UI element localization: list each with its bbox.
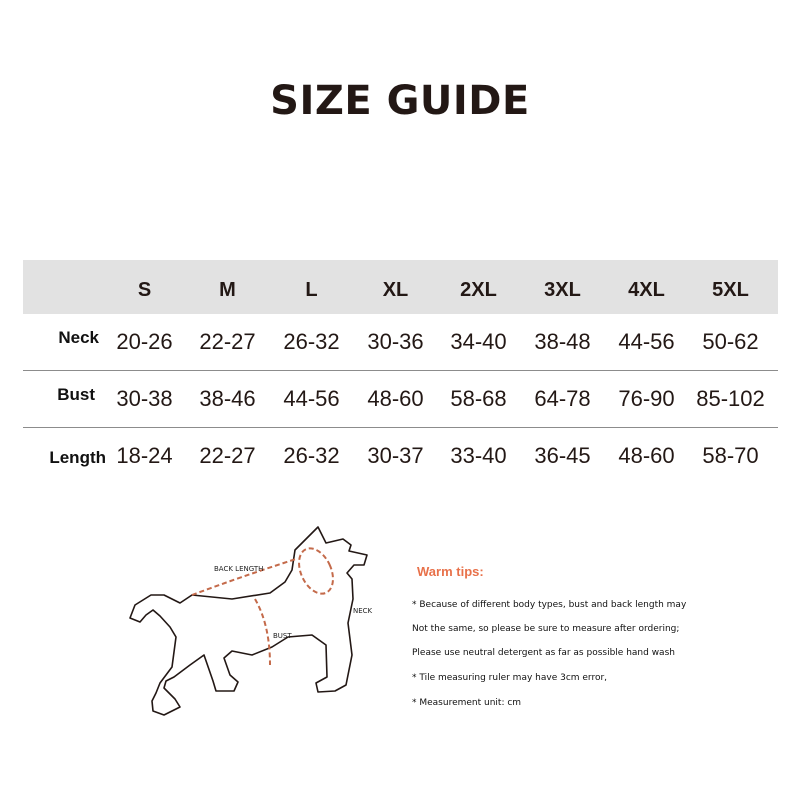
table-cell: 33-40	[450, 443, 507, 468]
tip-line: Not the same, so please be sure to measure after ordering;	[412, 624, 680, 634]
table-cell: 30-36	[367, 329, 424, 354]
page-title: SIZE GUIDE	[270, 78, 530, 124]
table-cell: 20-26	[116, 329, 173, 354]
neck-label: NECK	[353, 607, 373, 615]
table-cell: 36-45	[534, 443, 591, 468]
row-label-length: Length	[49, 448, 106, 467]
dog-outline	[130, 527, 367, 715]
table-row-length	[23, 428, 778, 484]
warm-tips-title: Warm tips:	[417, 564, 484, 579]
table-cell: 34-40	[450, 329, 507, 354]
table-row-neck	[23, 314, 778, 371]
size-header-3xl: 3XL	[544, 278, 581, 301]
size-header-m: M	[219, 278, 236, 301]
table-cell: 58-68	[450, 386, 507, 411]
table-cell: 76-90	[618, 386, 675, 411]
table-cell: 26-32	[283, 443, 340, 468]
size-header-5xl: 5XL	[712, 278, 749, 301]
table-cell: 85-102	[696, 386, 765, 411]
table-row-bust	[23, 371, 778, 428]
table-cell: 30-38	[116, 386, 173, 411]
tip-line: Please use neutral detergent as far as possible hand wash	[412, 648, 675, 658]
table-cell: 38-46	[199, 386, 256, 411]
size-header-xl: XL	[382, 278, 409, 301]
bust-line	[255, 599, 270, 665]
size-header-4xl: 4XL	[628, 278, 665, 301]
neck-line	[292, 543, 339, 599]
table-cell: 26-32	[283, 329, 340, 354]
tip-line: * Tile measuring ruler may have 3cm error,	[412, 673, 608, 683]
dog-measurement-diagram	[120, 515, 390, 725]
back-length-label: BACK LENGTH	[214, 565, 264, 573]
table-cell: 64-78	[534, 386, 591, 411]
size-header-l: L	[305, 278, 318, 301]
size-header-row	[23, 260, 778, 314]
table-cell: 38-48	[534, 329, 591, 354]
size-table	[23, 260, 778, 484]
table-cell: 30-37	[367, 443, 424, 468]
tip-line: * Measurement unit: cm	[412, 698, 522, 708]
table-cell: 48-60	[367, 386, 424, 411]
size-header-2xl: 2XL	[460, 278, 497, 301]
table-cell: 44-56	[283, 386, 340, 411]
table-cell: 22-27	[199, 443, 256, 468]
bust-label: BUST	[273, 632, 292, 640]
size-header-s: S	[137, 278, 152, 301]
tip-line: * Because of different body types, bust and back length may	[412, 600, 687, 610]
row-label-neck: Neck	[58, 328, 99, 347]
table-cell: 44-56	[618, 329, 675, 354]
table-cell: 58-70	[702, 443, 759, 468]
table-cell: 50-62	[702, 329, 759, 354]
table-cell: 48-60	[618, 443, 675, 468]
row-label-bust: Bust	[57, 385, 95, 404]
table-cell: 18-24	[116, 443, 173, 468]
table-cell: 22-27	[199, 329, 256, 354]
